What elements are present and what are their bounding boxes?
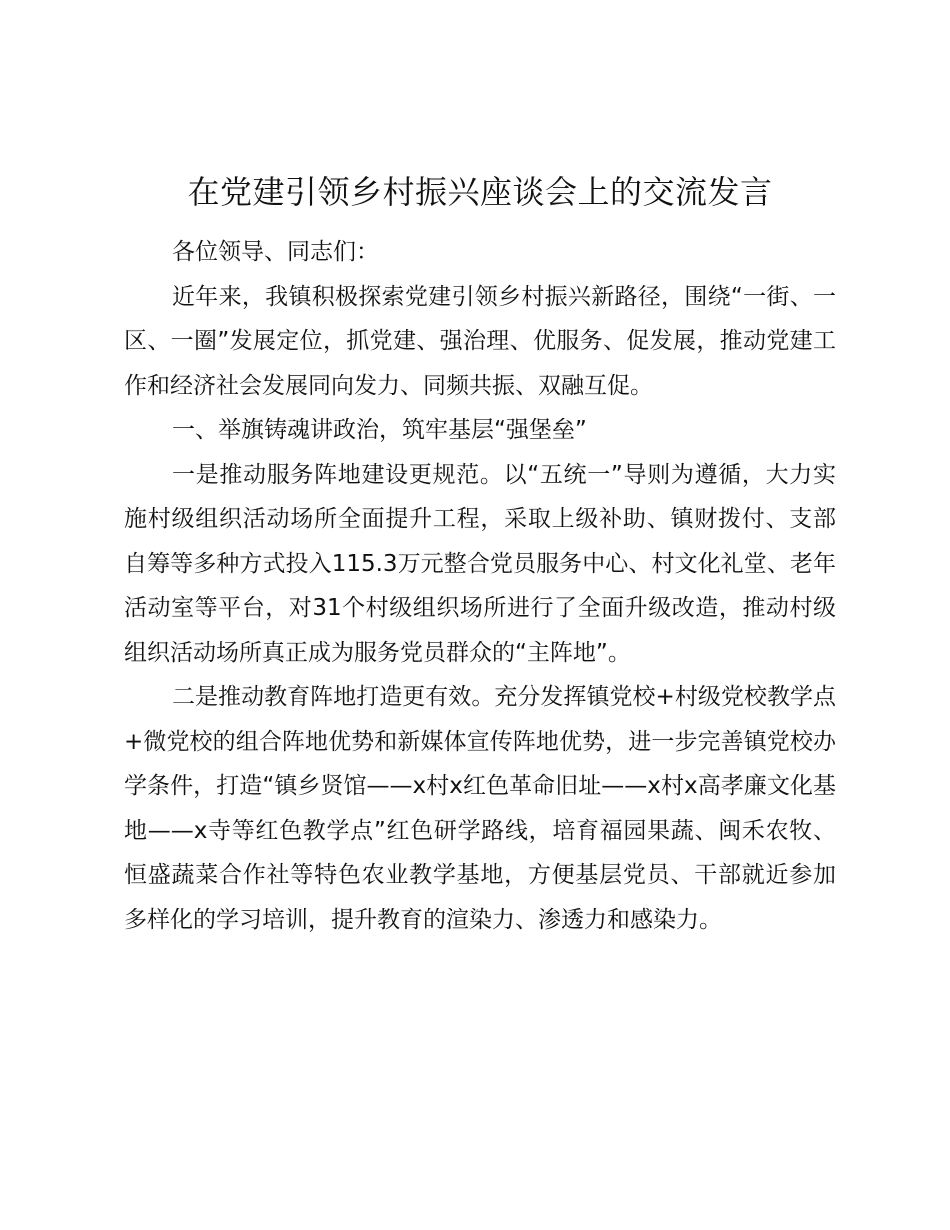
body-paragraph-1: 一是推动服务阵地建设更规范。以“五统一”导则为遵循，大力实施村级组织活动场所全面提升工程，采取上级补助、镇财拨付、支部自筹等多种方式投入115.3万元整合党员服务中心、村文化礼堂、老年活动室等平台，对31个村级组织场所进行了全面升级改造，推动村级组织活动场所真正成为服务党员群众的“主阵地”。 xyxy=(124,461,836,666)
section-heading: 一、举旗铸魂讲政治，筑牢基层“强堡垒” xyxy=(172,417,587,443)
salutation: 各位领导、同志们： xyxy=(172,239,379,265)
document-page xyxy=(124,168,836,942)
intro-paragraph: 近年来，我镇积极探索党建引领乡村振兴新路径，围绕“一街、一区、一圈”发展定位，抓党建、强治理、优服务、促发展，推动党建工作和经济社会发展同向发力、同频共振、双融互促。 xyxy=(124,283,836,399)
document-title: 在党建引领乡村振兴座谈会上的交流发言 xyxy=(187,173,773,211)
body-paragraph-2: 二是推动教育阵地打造更有效。充分发挥镇党校+村级党校教学点+微党校的组合阵地优势和新媒体宣传阵地优势，进一步完善镇党校办学条件，打造“镇乡贤馆——x村x红色革命旧址——x村x高孝廉文化基地——x寺等红色教学点”红色研学路线，培育福园果蔬、闽禾农牧、恒盛蔬菜合作社等特色农业教学基地，方便基层党员、干部就近参加多样化的学习培训，提升教育的渲染力、渗透力和感染力。 xyxy=(124,684,836,933)
